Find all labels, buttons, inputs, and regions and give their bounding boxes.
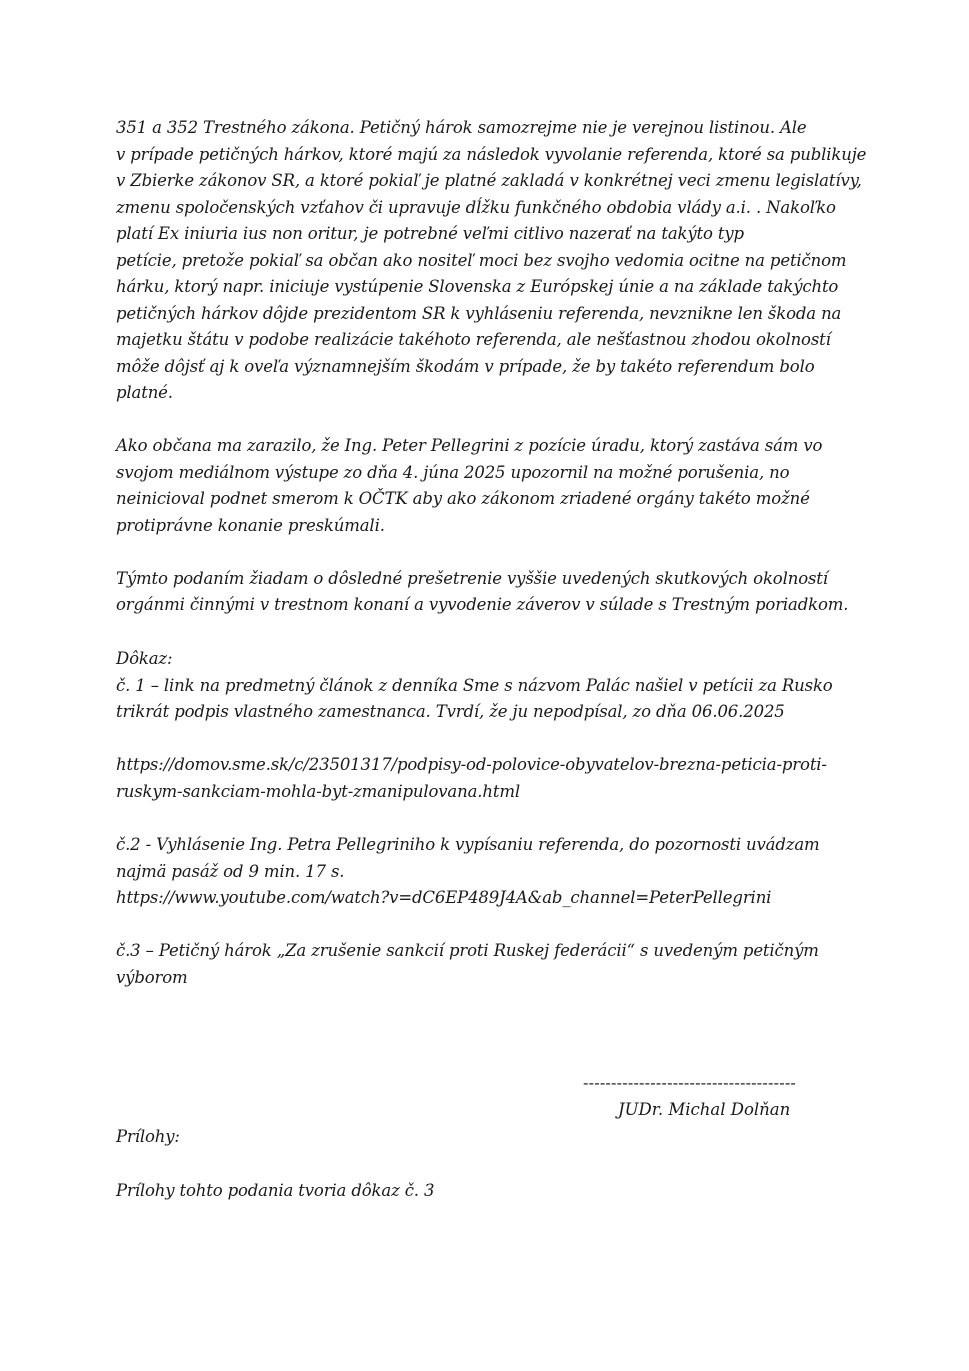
- text-line: majetku štátu v podobe realizácie takéhoto referenda, ale nešťastnou zhodou okolností: [116, 330, 831, 349]
- text-line: hárku, ktorý napr. iniciuje vystúpenie Slovenska z Európskej únie a na základe takýchto: [116, 277, 839, 296]
- evidence-link-sme: https://domov.sme.sk/c/23501317/podpisy-od-polovice-obyvatelov-brezna-peticia-proti-: [116, 755, 827, 774]
- text-line: petičných hárkov dôjde prezidentom SR k vyhláseniu referenda, nevznikne len škoda na: [116, 304, 842, 323]
- evidence-item-3: výborom: [116, 968, 188, 987]
- evidence-heading: Dôkaz:: [116, 649, 173, 668]
- text-line: zmenu spoločenských vzťahov či upravuje dĺžku funkčného obdobia vlády a.i. . Nakoľko: [116, 198, 836, 217]
- attachments-heading: Prílohy:: [116, 1127, 180, 1146]
- evidence-item-2: č.2 - Vyhlásenie Ing. Petra Pellegriniho k vypísaniu referenda, do pozornosti uvádzam: [116, 835, 820, 854]
- text-line: orgánmi činnými v trestnom konaní a vyvodenie záverov v súlade s Trestným poriadkom.: [116, 595, 849, 614]
- evidence-item-1: č. 1 – link na predmetný článok z denníka Sme s názvom Palác našiel v petícii za Rusko: [116, 676, 833, 695]
- text-line: petície, pretože pokiaľ sa občan ako nositeľ moci bez svojho vedomia ocitne na petičnom: [116, 251, 847, 270]
- evidence-link-sme: ruskym-sankciam-mohla-byt-zmanipulovana.html: [116, 782, 520, 801]
- evidence-link-youtube: https://www.youtube.com/watch?v=dC6EP489J4A&ab_channel=PeterPellegrini: [116, 888, 772, 907]
- text-line: neinicioval podnet smerom k OČTK aby ako zákonom zriadené orgány takéto možné: [116, 489, 810, 508]
- text-line: protiprávne konanie preskúmali.: [116, 516, 385, 535]
- evidence-item-1: trikrát podpis vlastného zamestnanca. Tvrdí, že ju nepodpísal, zo dňa 06.06.2025: [116, 702, 785, 721]
- text-line: svojom mediálnom výstupe zo dňa 4. júna 2025 upozornil na možné porušenia, no: [116, 463, 790, 482]
- evidence-item-2: najmä pasáž od 9 min. 17 s.: [116, 862, 345, 881]
- text-line: Ako občana ma zarazilo, že Ing. Peter Pellegrini z pozície úradu, ktorý zastáva sám vo: [116, 436, 823, 455]
- text-line: v Zbierke zákonov SR, a ktoré pokiaľ je platné zakladá v konkrétnej veci zmenu legislatívy,: [116, 171, 862, 190]
- evidence-item-3: č.3 – Petičný hárok „Za zrušenie sankcií proti Ruskej federácii“ s uvedeným petičným: [116, 941, 819, 960]
- text-line: môže dôjsť aj k oveľa významnejším škodám v prípade, že by takéto referendum bolo: [116, 357, 815, 376]
- text-line: 351 a 352 Trestného zákona. Petičný hárok samozrejme nie je verejnou listinou. Ale: [116, 118, 807, 137]
- text-line: v prípade petičných hárkov, ktoré majú za následok vyvolanie referenda, ktoré sa publikuje: [116, 145, 867, 164]
- text-line: Týmto podaním žiadam o dôsledné prešetrenie vyššie uvedených skutkových okolností: [116, 569, 828, 588]
- signature-line: --------------------------------------: [583, 1073, 797, 1092]
- text-line: platí Ex iniuria ius non oritur, je potrebné veľmi citlivo nazerať na takýto typ: [116, 224, 744, 243]
- signatory-name: JUDr. Michal Dolňan: [618, 1100, 791, 1119]
- text-line: platné.: [116, 383, 173, 402]
- attachments-text: Prílohy tohto podania tvoria dôkaz č. 3: [116, 1181, 435, 1200]
